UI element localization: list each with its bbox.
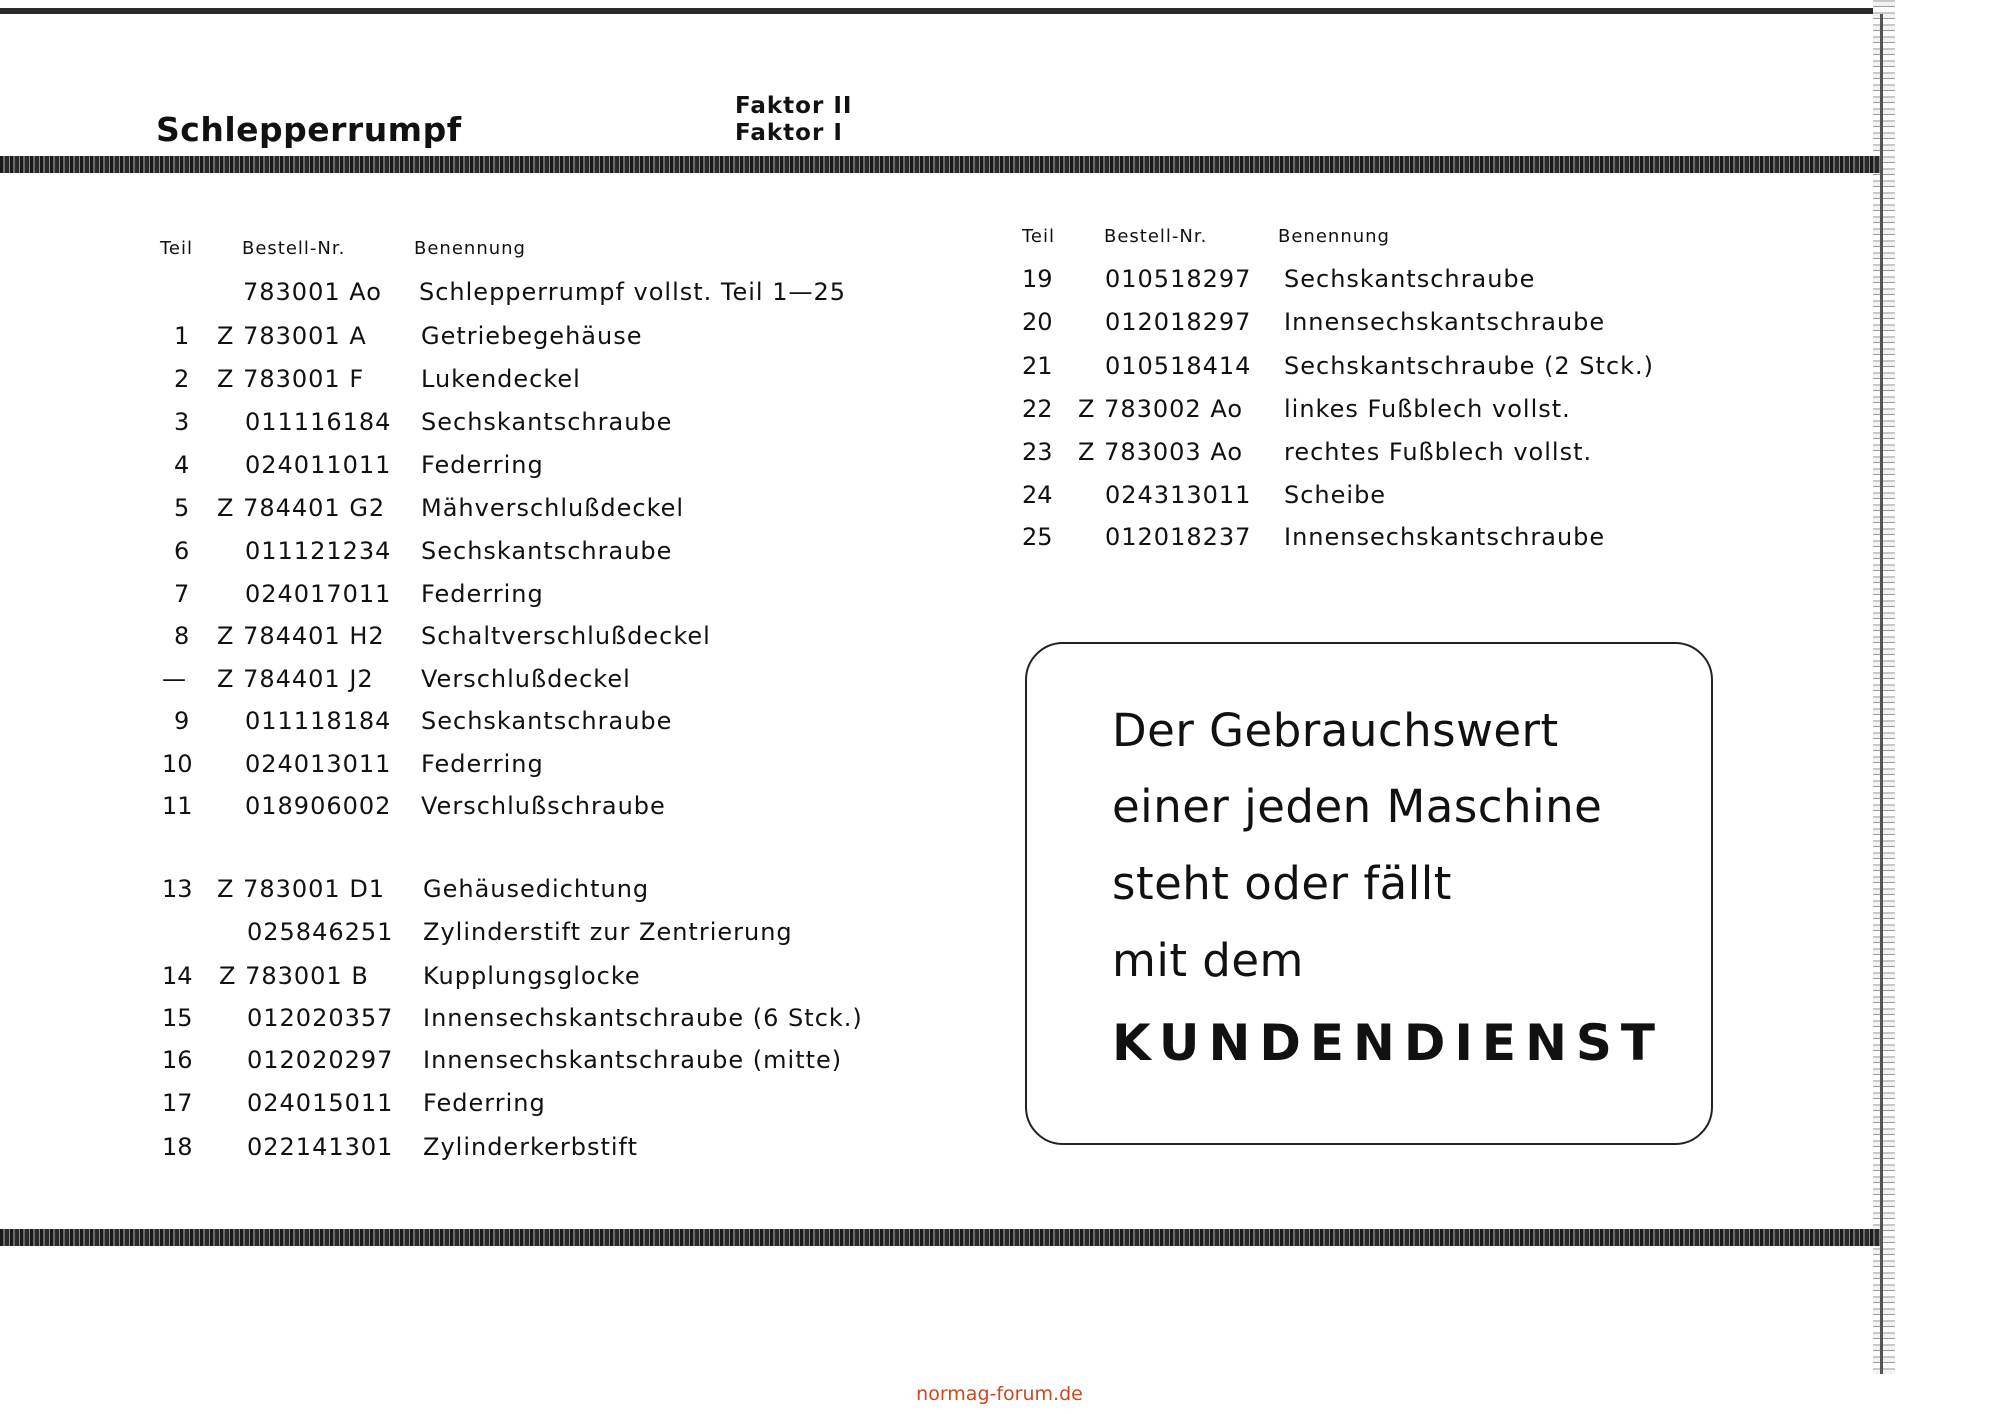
row-teil: 14: [162, 962, 193, 990]
row-teil: 8: [174, 622, 190, 650]
row-benennung: Zylinderstift zur Zentrierung: [423, 918, 793, 946]
row-benennung: Schaltverschlußdeckel: [421, 622, 711, 650]
row-benennung: Innensechskantschraube (6 Stck.): [423, 1004, 863, 1032]
row-teil: 21: [1022, 352, 1053, 380]
row-benennung: Gehäusedichtung: [423, 875, 650, 903]
row-teil: 11: [162, 792, 193, 820]
slogan-line-1: Der Gebrauchswert: [1112, 704, 1559, 757]
left-col-benennung-header: Benennung: [414, 238, 526, 259]
row-bestell-nr: Z 783001 B: [219, 962, 369, 990]
row-teil: 22: [1022, 395, 1053, 423]
row-benennung: linkes Fußblech vollst.: [1284, 395, 1571, 423]
slogan-line-2: einer jeden Maschine: [1112, 780, 1603, 833]
row-teil: 3: [174, 408, 190, 436]
row-teil: 15: [162, 1004, 193, 1032]
row-bestell-nr: 010518414: [1105, 352, 1252, 380]
row-teil: 25: [1022, 523, 1053, 551]
footer-watermark: normag-forum.de: [916, 1383, 1083, 1405]
slogan-line-3: steht oder fällt: [1112, 857, 1452, 910]
row-bestell-nr: Z 784401 H2: [217, 622, 385, 650]
row-benennung: Federring: [421, 580, 544, 608]
row-benennung: rechtes Fußblech vollst.: [1284, 438, 1593, 466]
row-benennung: Innensechskantschraube (mitte): [423, 1046, 843, 1074]
row-teil: 17: [162, 1089, 193, 1117]
row-bestell-nr: 011121234: [245, 537, 392, 565]
row-benennung: Innensechskantschraube: [1284, 523, 1606, 551]
row-teil: 1: [174, 322, 190, 350]
row-bestell-nr: Z 783002 Ao: [1078, 395, 1243, 423]
row-benennung: Mähverschlußdeckel: [421, 494, 685, 522]
row-teil: 7: [174, 580, 190, 608]
row-benennung: Lukendeckel: [421, 365, 581, 393]
left-col-teil-header: Teil: [160, 238, 194, 259]
header-band: [0, 156, 1880, 173]
row-bestell-nr: Z 783001 A: [217, 322, 367, 350]
row-teil: 4: [174, 451, 190, 479]
row-bestell-nr: 011116184: [245, 408, 392, 436]
faktor-1-label: Faktor I: [735, 120, 843, 146]
row-benennung: Scheibe: [1284, 481, 1387, 509]
page-edge: [1873, 0, 1895, 1374]
left-col-bestell-header: Bestell-Nr.: [242, 238, 346, 259]
row-benennung: Sechskantschraube: [421, 537, 673, 565]
slogan-line-4: mit dem: [1112, 934, 1304, 987]
page-title: Schlepperrumpf: [156, 110, 462, 149]
row-bestell-nr: 022141301: [247, 1133, 394, 1161]
top-rule: [0, 8, 1895, 14]
right-col-benennung-header: Benennung: [1278, 226, 1390, 247]
row-bestell-nr: Z 783003 Ao: [1078, 438, 1243, 466]
row-bestell-nr: 012018297: [1105, 308, 1252, 336]
row-benennung: Sechskantschraube: [421, 707, 673, 735]
slogan-kundendienst: KUNDENDIENST: [1112, 1014, 1665, 1072]
row-teil: 23: [1022, 438, 1053, 466]
row-benennung: Sechskantschraube: [421, 408, 673, 436]
row-teil: 5: [174, 494, 190, 522]
row-teil: 13: [162, 875, 193, 903]
row-bestell-nr: Z 784401 G2: [217, 494, 386, 522]
page-edge-line: [1880, 14, 1883, 1374]
row-teil: 2: [174, 365, 190, 393]
row-teil: —: [162, 665, 186, 693]
footer-band: [0, 1229, 1880, 1246]
row-bestell-nr: 012020297: [247, 1046, 394, 1074]
row-bestell-nr: 783001 Ao: [243, 278, 382, 306]
row-teil: 10: [162, 750, 193, 778]
row-teil: 6: [174, 537, 190, 565]
row-bestell-nr: 025846251: [247, 918, 394, 946]
right-col-bestell-header: Bestell-Nr.: [1104, 226, 1208, 247]
row-benennung: Sechskantschraube (2 Stck.): [1284, 352, 1655, 380]
row-benennung: Innensechskantschraube: [1284, 308, 1606, 336]
row-bestell-nr: 012018237: [1105, 523, 1252, 551]
row-benennung: Federring: [423, 1089, 546, 1117]
row-bestell-nr: 024017011: [245, 580, 392, 608]
row-benennung: Kupplungsglocke: [423, 962, 641, 990]
row-benennung: Federring: [421, 451, 544, 479]
row-benennung: Schlepperrumpf vollst. Teil 1—25: [419, 278, 847, 306]
row-teil: 24: [1022, 481, 1053, 509]
row-bestell-nr: 010518297: [1105, 265, 1252, 293]
row-benennung: Verschlußschraube: [421, 792, 666, 820]
slogan-box: [1025, 642, 1713, 1145]
row-bestell-nr: Z 783001 F: [217, 365, 365, 393]
row-bestell-nr: 011118184: [245, 707, 392, 735]
row-benennung: Federring: [421, 750, 544, 778]
right-col-teil-header: Teil: [1022, 226, 1056, 247]
row-bestell-nr: Z 784401 J2: [217, 665, 374, 693]
row-teil: 20: [1022, 308, 1053, 336]
row-teil: 16: [162, 1046, 193, 1074]
row-benennung: Getriebegehäuse: [421, 322, 643, 350]
row-benennung: Sechskantschraube: [1284, 265, 1536, 293]
row-bestell-nr: 012020357: [247, 1004, 394, 1032]
row-benennung: Zylinderkerbstift: [423, 1133, 638, 1161]
row-bestell-nr: Z 783001 D1: [217, 875, 386, 903]
row-bestell-nr: 024013011: [245, 750, 392, 778]
row-bestell-nr: 024015011: [247, 1089, 394, 1117]
row-bestell-nr: 024313011: [1105, 481, 1252, 509]
row-teil: 18: [162, 1133, 193, 1161]
row-teil: 19: [1022, 265, 1053, 293]
faktor-2-label: Faktor II: [735, 93, 853, 119]
row-benennung: Verschlußdeckel: [421, 665, 631, 693]
row-bestell-nr: 018906002: [245, 792, 392, 820]
row-teil: 9: [174, 707, 190, 735]
row-bestell-nr: 024011011: [245, 451, 392, 479]
